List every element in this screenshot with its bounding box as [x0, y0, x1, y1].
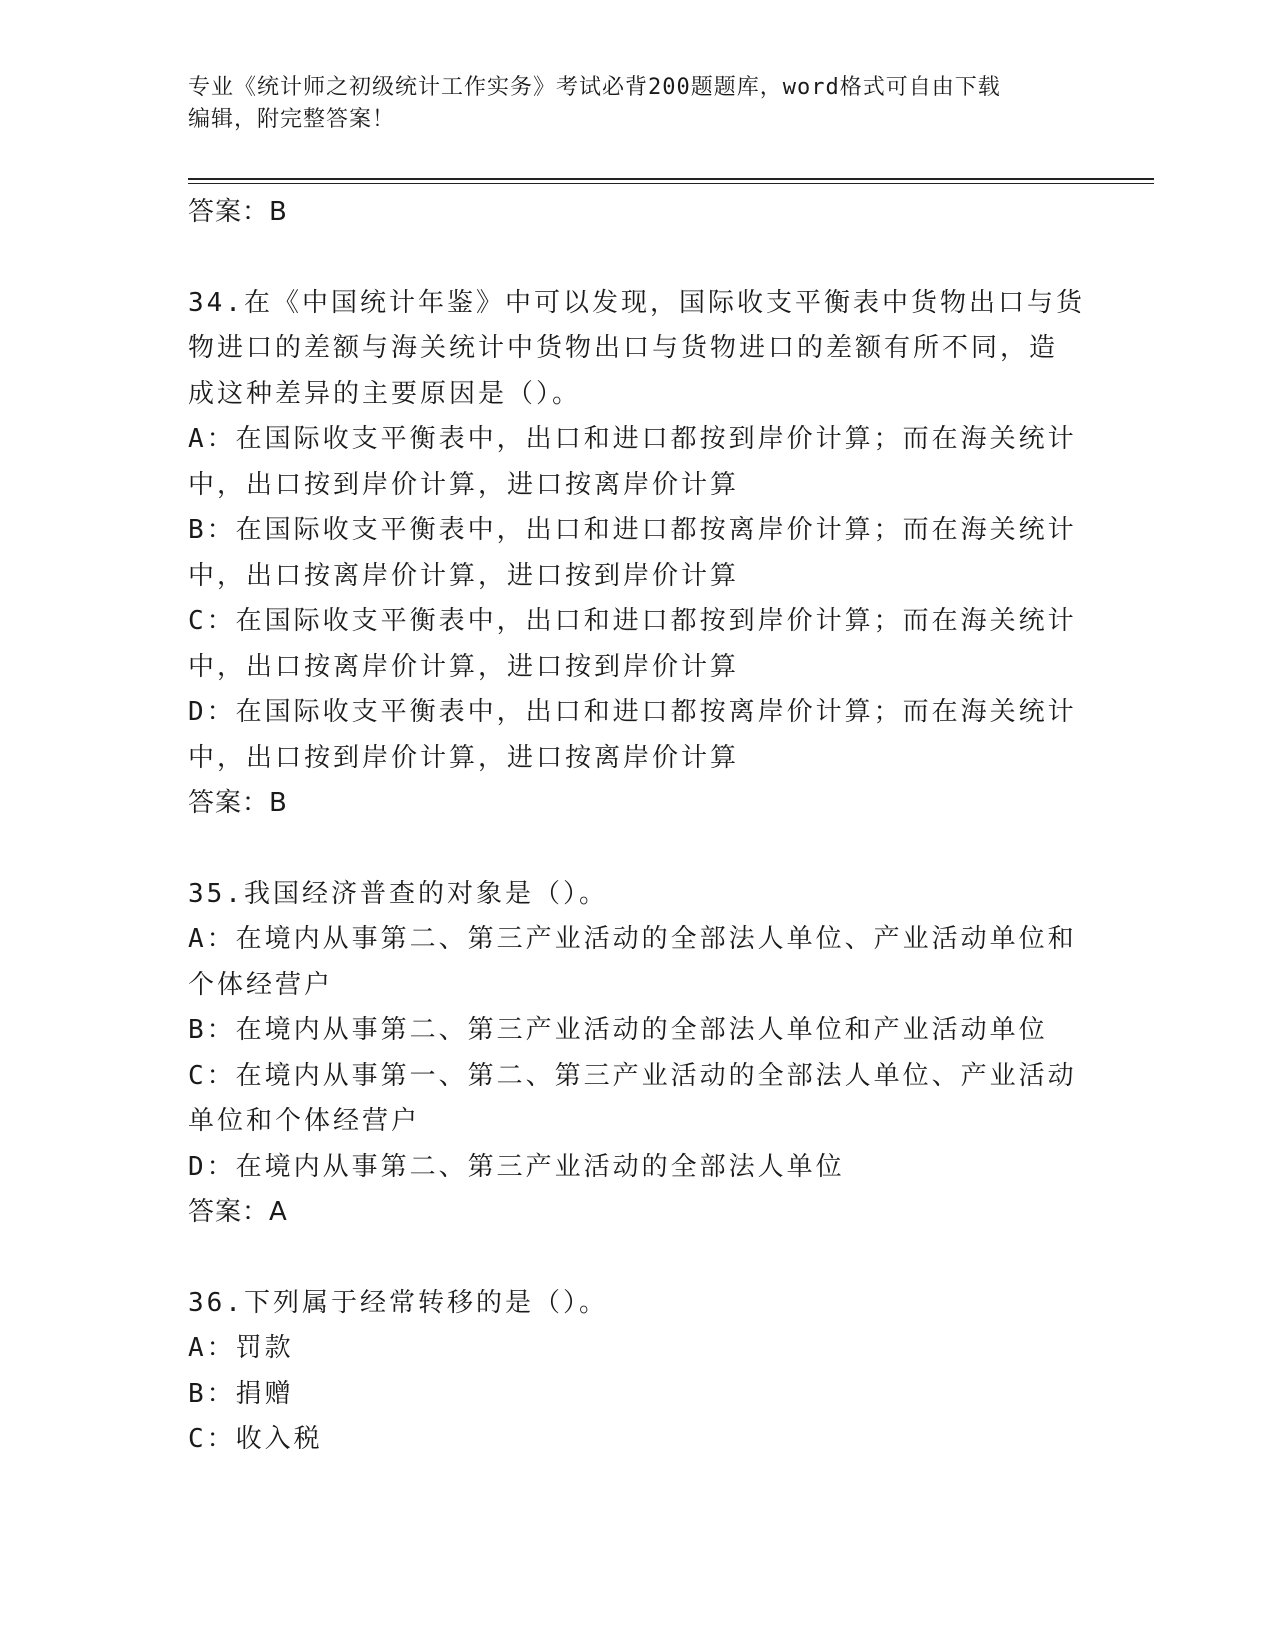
header-divider-thick	[188, 178, 1154, 180]
option-line: A：在境内从事第二、第三产业活动的全部法人单位、产业活动单位和	[188, 924, 1077, 954]
option-line: 单位和个体经营户	[188, 1106, 421, 1136]
option-line: C：在国际收支平衡表中，出口和进口都按到岸价计算；而在海关统计	[188, 606, 1077, 636]
header-divider-thin	[188, 183, 1154, 184]
question-34	[188, 281, 1088, 827]
header-line-1: 专业《统计师之初级统计工作实务》考试必背200题题库，word格式可自由下载	[188, 75, 1001, 100]
question-35	[188, 872, 1088, 1236]
document-header	[188, 72, 1088, 136]
previous-answer: 答案：B	[188, 197, 288, 227]
question-list	[188, 190, 1088, 1463]
option-line: 中，出口按离岸价计算，进口按到岸价计算	[188, 651, 740, 682]
option-line: B：在境内从事第二、第三产业活动的全部法人单位和产业活动单位	[188, 1015, 1048, 1045]
option-line: B：捐赠	[188, 1378, 294, 1409]
question-stem-line: 36.下列属于经常转移的是（）。	[188, 1287, 608, 1318]
option-line: 中，出口按到岸价计算，进口按离岸价计算	[188, 469, 740, 500]
spacer	[188, 1236, 1088, 1281]
option-line: A：在国际收支平衡表中，出口和进口都按到岸价计算；而在海关统计	[188, 424, 1077, 454]
question-stem-line: 35.我国经济普查的对象是（）。	[188, 878, 608, 909]
option-line: D：在国际收支平衡表中，出口和进口都按离岸价计算；而在海关统计	[188, 697, 1077, 727]
answer-line: 答案：B	[188, 788, 288, 818]
question-stem-line: 成这种差异的主要原因是（）。	[188, 378, 582, 409]
option-line: D：在境内从事第二、第三产业活动的全部法人单位	[188, 1151, 845, 1182]
answer-line: 答案：A	[188, 1197, 288, 1227]
question-36	[188, 1281, 1088, 1463]
option-line: 个体经营户	[188, 969, 334, 1000]
header-line-2: 编辑，附完整答案！	[188, 107, 396, 132]
option-line: C：在境内从事第一、第二、第三产业活动的全部法人单位、产业活动	[188, 1060, 1077, 1091]
option-line: A：罚款	[188, 1333, 294, 1363]
spacer	[188, 827, 1088, 872]
option-line: 中，出口按到岸价计算，进口按离岸价计算	[188, 742, 740, 773]
spacer	[188, 236, 1088, 281]
question-stem-line: 物进口的差额与海关统计中货物出口与货物进口的差额有所不同，造	[188, 333, 1059, 363]
question-stem-line: 34.在《中国统计年鉴》中可以发现，国际收支平衡表中货物出口与货	[188, 287, 1085, 318]
option-line: B：在国际收支平衡表中，出口和进口都按离岸价计算；而在海关统计	[188, 515, 1077, 545]
option-line: 中，出口按离岸价计算，进口按到岸价计算	[188, 560, 740, 591]
option-line: C：收入税	[188, 1424, 323, 1454]
